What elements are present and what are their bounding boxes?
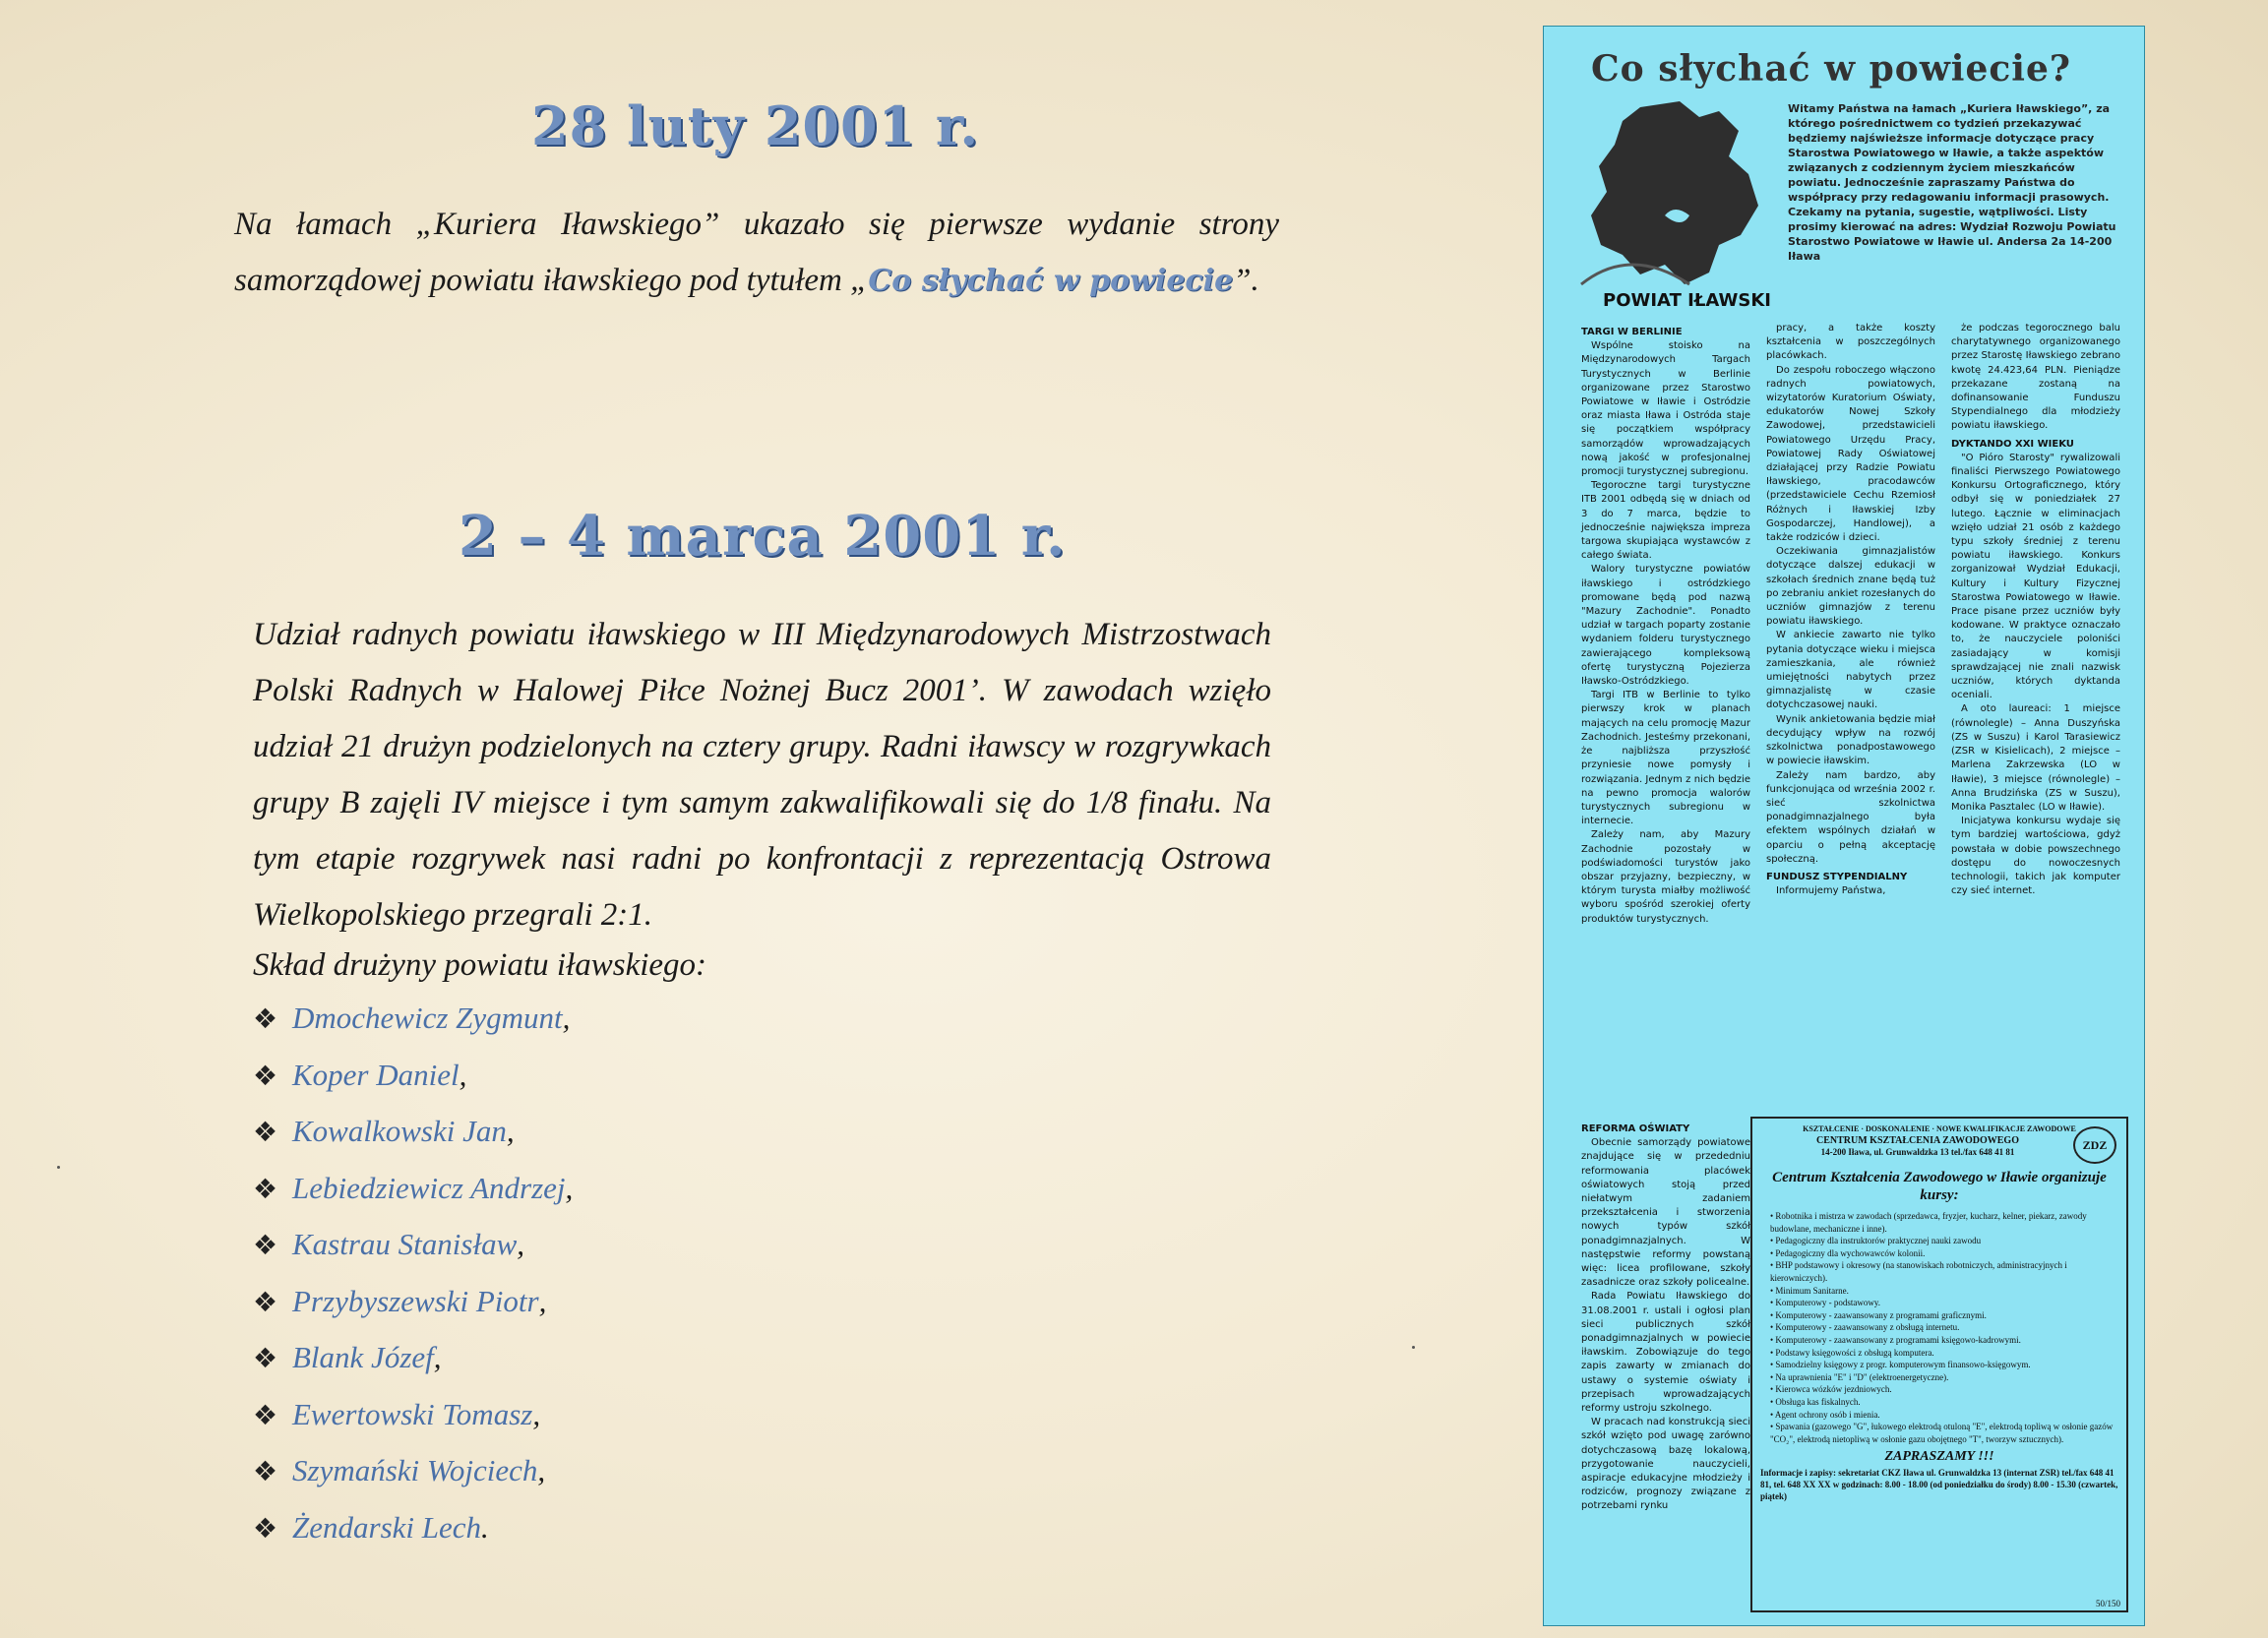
column-3 [1951,322,2120,898]
column-text: Rada Powiatu Iławskiego do 31.08.2001 r. ustali i ogłosi plan sieci publicznych szkół ponadgimnazjalnych w powiecie iławskim. Zobowiązuje do tego zapis zawarty w zmianach do ustawy o systemie oświaty i przepisach wprowadzających reformy ustroju szkolnego. [1581,1291,1750,1415]
team-member-punct: , [517,1227,524,1261]
section-heading: FUNDUSZ STYPENDIALNY [1766,871,1908,882]
ad-course-item: • Komputerowy - zaawansowany z programami graficznymi. [1770,1309,2116,1322]
column-text: Informujemy Państwa, [1776,885,1886,897]
diamond-bullet-icon: ❖ [253,1342,278,1374]
team-member-name: Kastrau Stanisław [292,1227,518,1261]
ad-heading: Centrum Kształcenia Zawodowego w Iławie organizuje kursy: [1772,1170,2107,1203]
ad-course-item: • Komputerowy - zaawansowany z programami księgowo-kadrowymi. [1770,1334,2116,1347]
team-member [253,1453,573,1510]
team-member [253,1510,573,1567]
section-heading: REFORMA OŚWIATY [1581,1123,1690,1134]
diamond-bullet-icon: ❖ [253,1398,278,1431]
team-member [253,1340,573,1397]
column-text: Do zespołu roboczego włączono radnych powiatowych, wizytatorów Kuratorium Oświaty, edukatorów Nowej Szkoły Zawodowej, przedstawicieli Powiatowego Urzędu Pracy, Powiatowej Rady Oświatowej działającej przy Radzie Powiatu Iławskiego, pracodawców (przedstawiciele Cechu Rzemiosł Różnych i Iławskiej Izby Gospodarczej, Handlowej), a także rodziców i dzieci. [1766,364,1935,544]
column-text: W pracach nad konstrukcją sieci szkół wzięto pod uwagę zarówno dotychczasową bazę lokalową, przygotowanie nauczycieli, aspiracje edukacyjne młodzieży i rodziców, prognozy związane z potrzebami rynku [1581,1417,1750,1512]
column-text: "O Pióro Starosty" rywalizowali finaliści Pierwszego Powiatowego Konkursu Ortograficznego, który odbył się w poniedziałek 27 lutego. Łącznie w eliminacjach wzięło udział 21 osób z każdego typu szkoły średniej z terenu powiatu iławskiego. Konkurs zorganizował Wydział Edukacji, Kultury i Kultury Fizycznej Starostwa Powiatowego w Iławie. Prace pisane przez uczniów były kodowane. W praktyce oznaczało to, że nauczyciele poloniści zasiadający w komisji sprawdzającej nie znali nazwisk uczniów, których dyktanda oceniali. [1951,452,2120,701]
column-text: Wynik ankietowania będzie miał decydujący wpływ na rozwój szkolnictwa ponadpostawowego w powiecie iławskim. [1766,713,1935,767]
team-member-name: Blank Józef [292,1340,434,1374]
team-member [253,1114,573,1171]
team-member-name: Ewertowski Tomasz [292,1396,533,1431]
team-member-punct: , [562,1001,571,1035]
ad-course-item: • Samodzielny księgowy z progr. komputerowym finansowo-księgowym. [1770,1359,2116,1371]
column-text: Zależy nam bardzo, aby funkcjonująca od września 2002 r. sieć szkolnictwa ponadgimnazjalnego była efektem wspólnych działań w oparciu o pełną akceptację społeczną. [1766,769,1935,865]
column-text: Oczekiwania gimnazjalistów dotyczące dalszej edukacji w szkołach średnich znane będą tuż po zebraniu ankiet rozesłanych do uczniów gimnazjów z terenu powiatu iławskiego. [1766,546,1935,628]
diamond-bullet-icon: ❖ [253,1229,278,1261]
ad-course-item: • Spawania (gazowego "G", łukowego elektrodą otuloną "E", elektrodą topliwą w osłonie gazów "CO₂", elektrodą nietopliwą w osłonie gazu obojętnego "T", tworzyw sztucznych). [1770,1421,2116,1445]
ad-course-item: • Minimum Sanitarne. [1770,1285,2116,1298]
column-text: Obecnie samorządy powiatowe znajdujące się w przededniu reformowania placówek oświatowych stoją przed niełatwym zadaniem przekształcenia i stworzenia nowych typów szkół ponadgimnazjalnych. W następstwie reformy powstaną więc: licea profilowane, szkoły zasadnicze oraz szkoły policealne. [1581,1137,1750,1289]
map-label: POWIAT IŁAWSKI [1603,290,1771,311]
ad-course-item: • BHP podstawowy i okresowy (na stanowiskach robotniczych, administracyjnych i kierowniczych). [1770,1259,2116,1284]
diamond-bullet-icon: ❖ [253,1059,278,1092]
team-member-name: Lebiedziewicz Andrzej [292,1170,566,1205]
column-text: Walory turystyczne powiatów iławskiego i ostródzkiego promowane będą pod nazwą "Mazury Zachodnie". Ponadto udział w targach poparty zostanie wydaniem folderu turystycznego zawierającego kompleksową ofertę turystyczną Pojezierza Iławsko-Ostródzkiego. [1581,564,1750,688]
paragraph-1 [234,197,1279,309]
ad-invite: ZAPRASZAMY !!! [1884,1449,1994,1465]
ad-tagline: KSZTAŁCENIE · DOSKONALENIE · NOWE KWALIFIKACJE ZAWODOWE [1803,1124,2076,1133]
team-member [253,1227,573,1284]
team-member-name: Koper Daniel [292,1057,460,1092]
team-member-punct: , [537,1453,546,1487]
column-text: Zależy nam, aby Mazury Zachodnie pozostały w podświadomości turystów jako obszar przyjazny, bezpieczny, w którym turysta miałby możliwość wyboru spośród szerokiej oferty produktów turystycznych. [1581,829,1750,925]
diamond-bullet-icon: ❖ [253,1455,278,1487]
ad-address: 14-200 Iława, ul. Grunwaldzka 13 tel./fax 648 41 81 [1820,1147,2015,1157]
ad-contact: Informacje i zapisy: sekretariat CKZ Iława ul. Grunwaldzka 13 (internat ZSR) tel./fax 648 41 81, tel. 648 XX XX w godzinach: 8.00 - 18.00 (od poniedziałku do środy) 8.00 - 15.30 (czwartek, piątek) [1760,1468,2118,1502]
diamond-bullet-icon: ❖ [253,1511,278,1545]
newspaper-clipping [1543,26,2145,1626]
date-heading-1: 28 luty 2001 r. [531,94,980,157]
diamond-bullet-icon: ❖ [253,1002,278,1035]
team-member [253,1284,573,1341]
clipping-intro: Witamy Państwa na łamach „Kuriera Iławskiego”, za którego pośrednictwem co tydzień przekazywać będziemy najświeższe informacje dotyczące pracy Starostwa Powiatowego w Iławie, a także aspektów związanych z codziennym życiem mieszkańców powiatu. Jednocześnie zapraszamy Państwa do współpracy przy redagowaniu informacji prasowych. Czekamy na pytania, sugestie, wątpliwości. Listy prosimy kierować na adres: Wydział Rozwoju Powiatu Starostwo Powiatowe w Iławie ul. Andersa 2a 14-200 Iława [1788,102,2116,263]
team-member-name: Żendarski Lech [292,1509,482,1545]
column-text: W ankiecie zawarto nie tylko pytania dotyczące wieku i miejsca zamieszkania, ale również umiejętności nabytych przez gimnazjalistę w czasie dotychczasowej nauki. [1766,630,1935,711]
ad-course-item: • Komputerowy - zaawansowany z obsługą internetu. [1770,1321,2116,1334]
column-text: A oto laureaci: 1 miejsce (równolegle) – Anna Duszyńska (ZS w Suszu) i Karol Tarasiewicz (ZSR w Kisielicach), 2 miejsce – Marlena Zakrzewska (LO w Iławie), 3 miejsce (równolegle) – Anna Brudzińska (ZS w Suszu), Monika Pasztalec (LO w Iławie). [1951,703,2120,813]
highlight-title: Co słychać w powiecie [868,264,1234,298]
team-list [253,1001,573,1566]
team-heading: Skład drużyny powiatu iławskiego: [253,947,707,983]
diamond-bullet-icon: ❖ [253,1116,278,1148]
team-member-punct: , [532,1396,541,1431]
ad-number: 50/150 [2095,1599,2120,1608]
team-member-punct: , [506,1114,515,1148]
column-text: Wspólne stoisko na Międzynarodowych Targach Turystycznych w Berlinie organizowane przez Starostwo Powiatowe w Iławie i Ostródzie oraz miasta Iława i Ostróda staje się początkiem współpracy samorządów wprowadzających nową jakość w profesjonalnej promocji turystycznej subregionu. [1581,340,1750,478]
diamond-bullet-icon: ❖ [253,1172,278,1205]
team-member [253,1397,573,1454]
column-text: że podczas tegorocznego balu charytatywnego organizowanego przez Starostę Iławskiego zebrano kwotę 24.423,64 PLN. Pieniądze przekazane zostaną na dofinansowanie Funduszu Stypendialnego dla młodzieży powiatu iławskiego. [1951,323,2120,432]
zdz-logo-icon: ZDZ [2073,1126,2116,1164]
ad-course-item: • Komputerowy - podstawowy. [1770,1297,2116,1309]
ad-course-item: • Robotnika i mistrza w zawodach (sprzedawca, fryzjer, kucharz, kelner, piekarz, zawody budowlane, mechaniczne i inne). [1770,1210,2116,1235]
ad-course-item: • Agent ochrony osób i mienia. [1770,1409,2116,1422]
column-lower [1581,1119,1750,1514]
team-member-name: Kowalkowski Jan [292,1114,507,1148]
team-member-name: Szymański Wojciech [292,1453,538,1487]
column-text: Targi ITB w Berlinie to tylko pierwszy krok w planach mających na celu promocję Mazur Zachodnich. Jesteśmy przekonani, że najbliższa przyszłość przyniesie nowe pomysły i rozwiązania. Jednym z nich będzie na pewno promocja walorów turystycznych subregionu w internecie. [1581,690,1750,827]
ad-course-item: • Pedagogiczny dla wychowawców kolonii. [1770,1247,2116,1260]
clipping-title: Co słychać w powiecie? [1591,48,2071,90]
team-member-punct: , [538,1283,547,1318]
column-2 [1766,322,1935,898]
ad-course-list [1770,1210,2116,1445]
section-heading: DYKTANDO XXI WIEKU [1951,438,2074,450]
ad-course-item: • Pedagogiczny dla instruktorów praktycznej nauki zawodu [1770,1235,2116,1247]
county-map-icon [1571,97,1778,299]
ad-course-item: • Podstawy księgowości z obsługą komputera. [1770,1347,2116,1360]
team-member-punct: , [433,1340,442,1374]
team-member-name: Dmochewicz Zygmunt [292,1001,563,1035]
speck [1412,1346,1415,1349]
diamond-bullet-icon: ❖ [253,1285,278,1318]
team-member-punct: , [565,1170,574,1205]
column-1 [1581,322,1750,927]
clipping-columns [1581,322,2132,1138]
speck [57,1166,60,1169]
team-member-name: Przybyszewski Piotr [292,1283,539,1318]
team-member-punct: . [481,1509,489,1545]
column-text: pracy, a także koszty kształcenia w poszczególnych placówkach. [1766,323,1935,362]
team-member-punct: , [459,1057,467,1092]
team-member [253,1171,573,1228]
paragraph-1-end: ”. [1233,263,1259,298]
ad-course-item: • Obsługa kas fiskalnych. [1770,1396,2116,1409]
section-heading: TARGI W BERLINIE [1581,327,1683,337]
team-member [253,1001,573,1058]
column-text: Tegoroczne targi turystyczne ITB 2001 odbędą się w dniach od 3 do 7 marca, będzie to jednocześnie największa impreza targowa skupiająca wystawców z całego świata. [1581,480,1750,562]
ad-course-item: • Na uprawnienia "E" i "D" (elektroenergetyczne). [1770,1371,2116,1384]
advertisement-box [1750,1117,2128,1612]
date-heading-2: 2 – 4 marca 2001 r. [459,504,1067,569]
ad-company: CENTRUM KSZTAŁCENIA ZAWODOWEGO [1816,1135,2019,1146]
team-member [253,1058,573,1115]
ad-course-item: • Kierowca wózków jezdniowych. [1770,1383,2116,1396]
paragraph-1-text: Na łamach „Kuriera Iławskiego” ukazało się pierwsze wydanie strony samorządowej powiatu iławskiego pod tytułem „ [234,207,1279,298]
column-text: Inicjatywa konkursu wydaje się tym bardziej wartościowa, gdyż powstała w dobie powszechnego dostępu do nowoczesnych technologii, takich jak komputer czy sieć internet. [1951,816,2120,897]
paragraph-2: Udział radnych powiatu iławskiego w III Międzynarodowych Mistrzostwach Polski Radnych w Halowej Piłce Nożnej Bucz 2001’. W zawodach wzięło udział 21 drużyn podzielonych na cztery grupy. Radni iławscy w rozgrywkach grupy B zajęli IV miejsce i tym samym zakwalifikowali się do 1/8 finału. Na tym etapie rozgrywek nasi radni po konfrontacji z reprezentacją Ostrowa Wielkopolskiego przegrali 2:1. [253,617,1271,933]
